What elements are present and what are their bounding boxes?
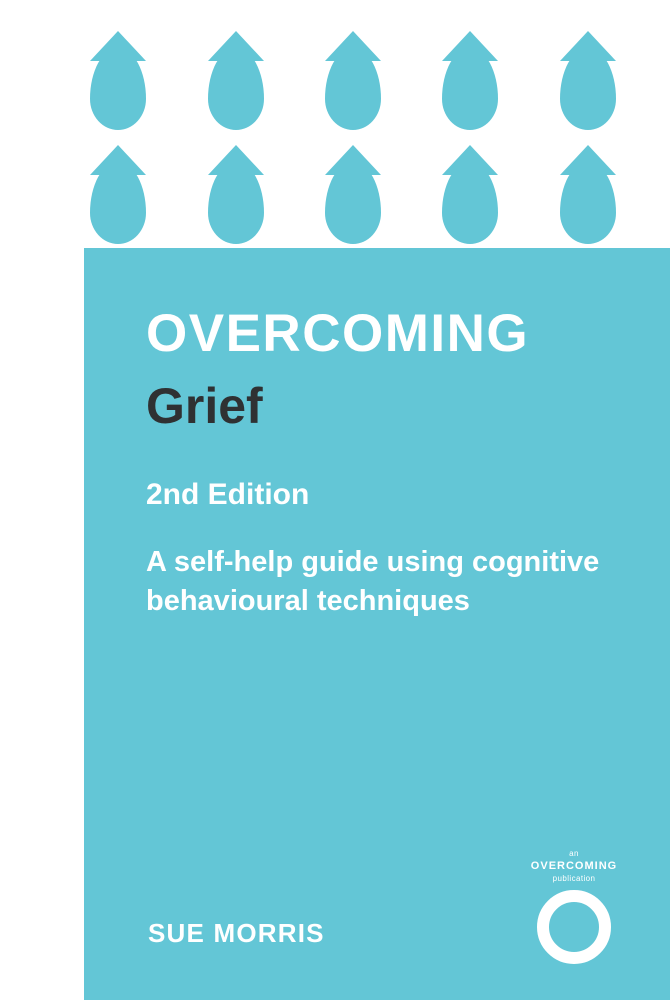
water-droplet-icon [208,162,264,244]
strapline: A self-help guide using cognitive behavioural techniques [146,546,600,618]
water-droplet-icon [325,48,381,130]
book-title: Grief [146,377,263,434]
publisher-logo-line2: OVERCOMING [530,860,618,873]
water-droplet-icon [560,48,616,130]
publisher-logo [526,849,622,964]
water-droplet-icon [560,162,616,244]
series-title: OVERCOMING [146,304,530,363]
o-ring-icon [537,890,611,964]
water-droplet-icon [442,162,498,244]
water-droplet-icon [90,48,146,130]
edition-label: 2nd Edition [146,478,310,512]
water-droplet-icon [90,162,146,244]
author-name: SUE MORRIS [148,918,325,948]
water-droplet-icon [442,48,498,130]
publisher-logo-line3: publication [552,873,596,883]
cover-text-block [146,306,646,621]
droplet-pattern [84,32,670,248]
publisher-logo-line1: an [569,848,579,858]
water-droplet-icon [208,48,264,130]
water-droplet-icon [325,162,381,244]
